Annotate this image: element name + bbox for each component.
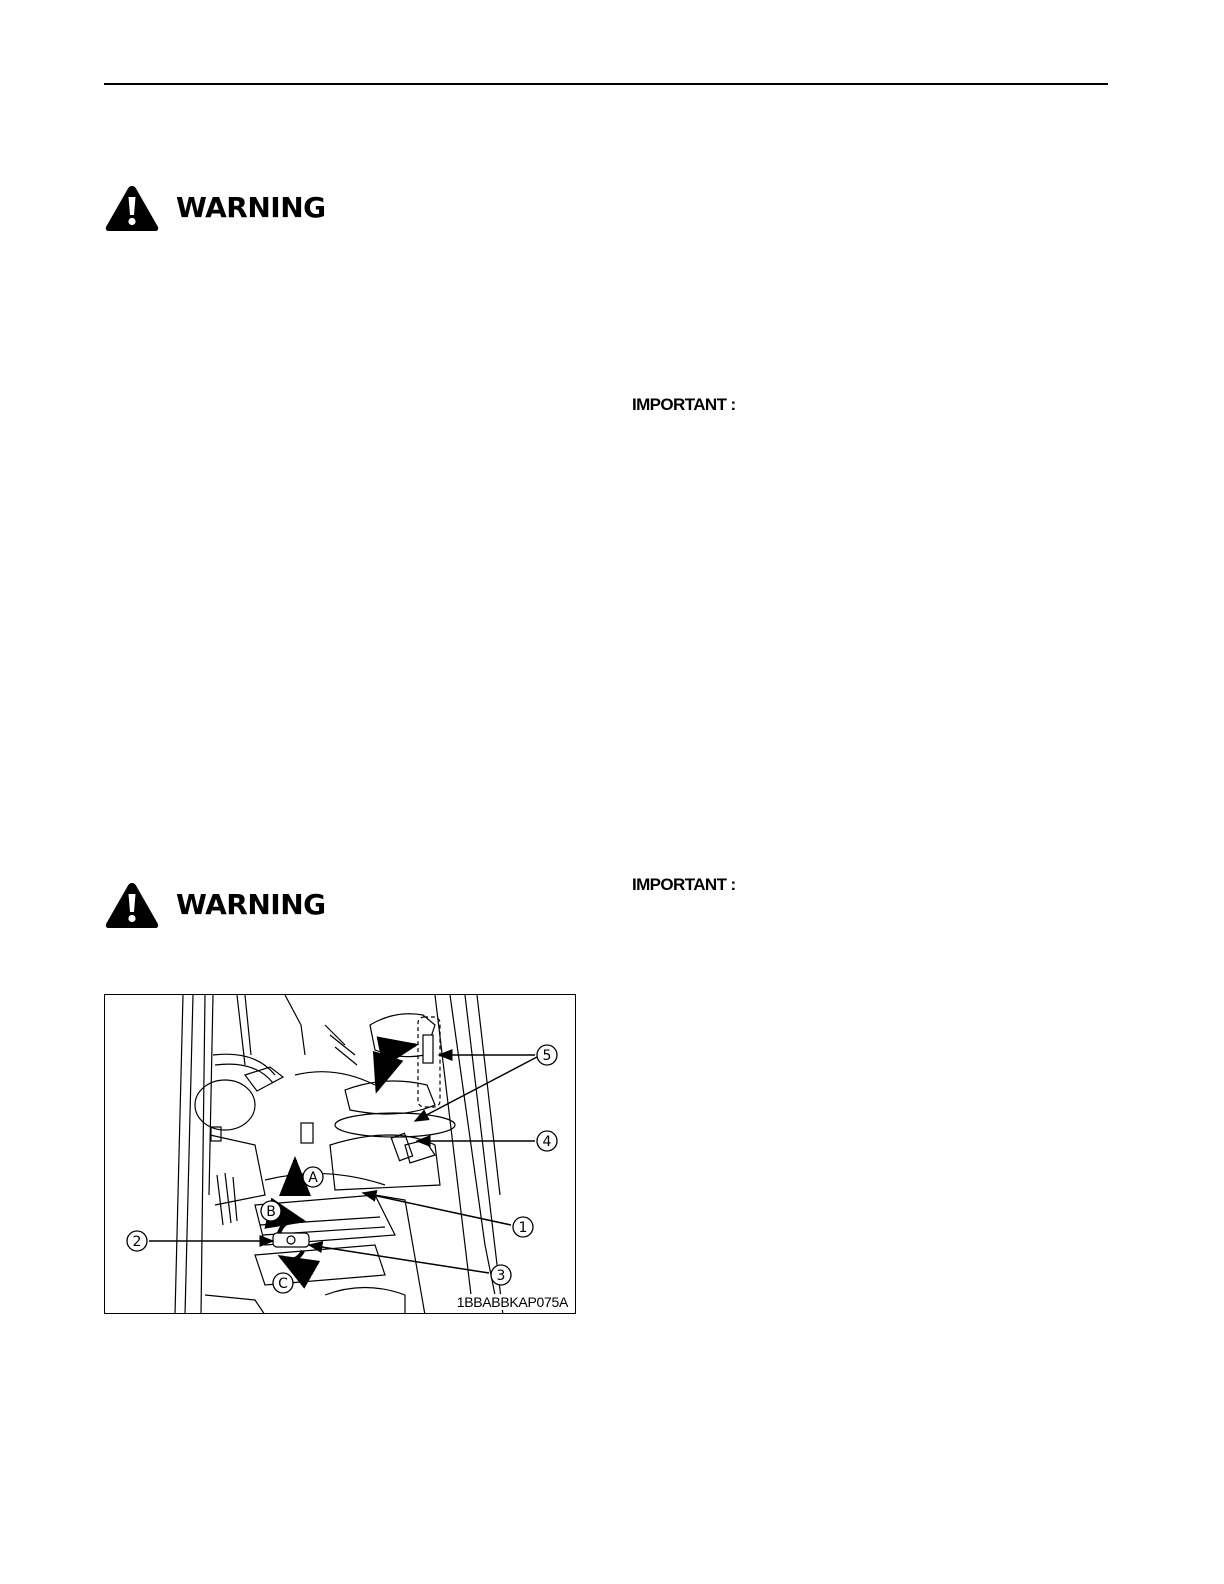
callout-4-label: 4 [542, 1134, 552, 1150]
header-rule [104, 83, 1108, 85]
letter-c-label: C [278, 1276, 288, 1292]
callout-5-label: 5 [542, 1048, 552, 1064]
warning-label: WARNING [176, 888, 326, 921]
seat-illustration [105, 995, 576, 1314]
warning-heading-1 [104, 183, 326, 233]
seat-adjustment-figure [104, 994, 576, 1314]
important-label-1: IMPORTANT : [632, 395, 736, 414]
callout-1-label: 1 [518, 1220, 528, 1236]
callout-3-label: 3 [496, 1268, 506, 1284]
important-label-2: IMPORTANT : [632, 875, 736, 894]
warning-label: WARNING [176, 191, 326, 224]
warning-heading-2 [104, 880, 326, 930]
warning-triangle-icon [104, 183, 160, 233]
figure-id: 1BBABBKAP075A [456, 1294, 568, 1310]
letter-b-label: B [266, 1204, 276, 1220]
letter-a-label: A [308, 1170, 318, 1186]
warning-triangle-icon [104, 880, 160, 930]
callout-2-label: 2 [132, 1234, 142, 1250]
